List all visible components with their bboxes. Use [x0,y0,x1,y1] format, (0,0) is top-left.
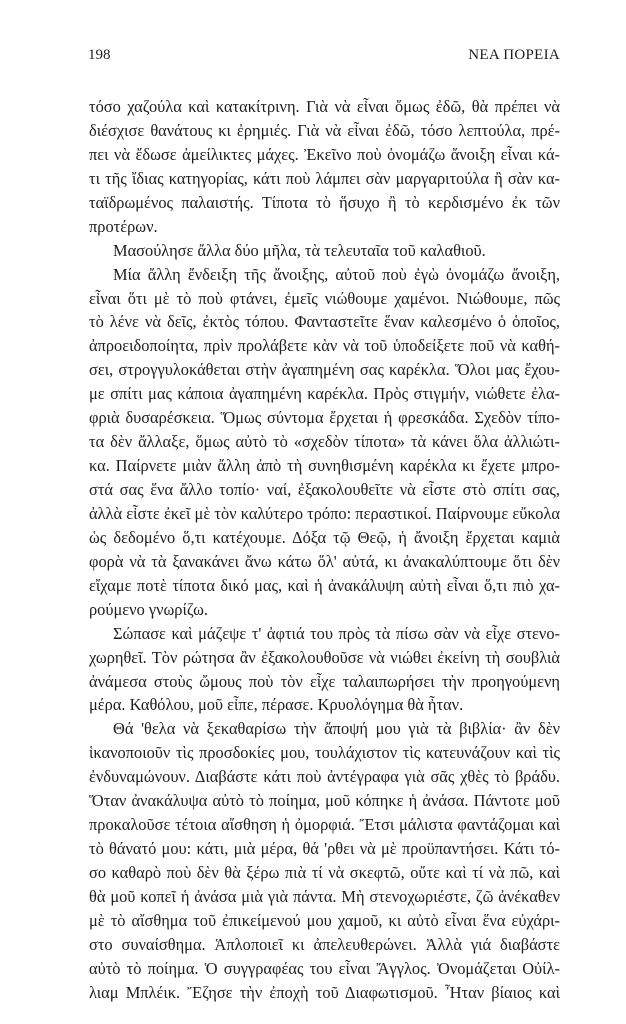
page-number: 198 [88,47,111,63]
text-line: τόσο χαζούλα καὶ κατακίτρινη. Γιὰ νὰ εἶναι ὅμως ἐδῶ, θὰ πρέπει νὰ [89,97,560,116]
text-line: διέσχισε θανάτους κι ἐρημιές. Γιὰ νὰ εἶναι ἐδῶ, τόσο λεπτούλα, πρέ- [89,120,560,140]
text-line: μέρα. Καθόλου, μοῦ εἶπε, πέρασε. Κρυολόγημα θὰ ἦταν. [89,695,464,715]
text-line: τὸ θάνατό μου: κάτι, μιὰ μέρα, θά 'ρθει νὰ μὲ προϋπαντήσει. Κάτι τό- [89,839,560,859]
paragraph [89,717,560,1004]
text-line: σο καθαρὸ ποὺ δὲν θὰ ξέρω πιὰ τί νὰ σκεφτῶ, οὔτε καὶ τί νὰ πῶ, καὶ [89,863,560,882]
text-line: στά σας ἕνα ἄλλο τοπίο· ναί, ἐξακολουθεῖτε νὰ εἶστε στὸ σπίτι σας, [89,480,560,499]
paragraph [89,622,560,718]
paragraph [89,263,560,622]
paragraph [89,239,560,263]
text-line: Μία ἄλλη ἔνδειξη τῆς ἄνοιξης, αὐτοῦ ποὺ ἐγὼ ὀνομάζω ἄνοιξη, [113,264,560,284]
text-line: κα. Παίρνετε μιὰν ἄλλη ἀπὸ τὴ συνηθισμένη καρέκλα κι ἔχετε μπρο- [89,456,560,476]
running-title: ΝΕΑ ΠΟΡΕΙΑ [468,47,560,63]
text-line: ρούμενο γνωρίζω. [89,599,208,619]
text-line: ἱκανοποιοῦν τὶς προσδοκίες μου, τουλάχιστον τὶς κατευνάζουν καὶ τὶς [89,743,560,763]
text-line: προτέρων. [89,216,158,236]
text-line: Μασούλησε ἄλλα δύο μῆλα, τὰ τελευταῖα τοῦ καλαθιοῦ. [113,240,486,260]
text-line: φορὰ νὰ τὰ ξανακάνει ἄνω κάτω ὅλ' αὐτά, κι ἀνακαλύπτουμε ὅτι δὲν [89,551,560,571]
text-line: ἐνδυναμώνουν. Διαβάστε κάτι ποὺ ἀντέγραφα γιὰ σᾶς χθὲς τὸ βράδυ. [89,767,560,787]
text-line: μὲ τὸ αἴσθημα τοῦ ἐπικείμενού μου χαμοῦ, κι αὐτὸ εἶναι ἕνα εὐχάρι- [89,910,560,930]
text-line: προκαλοῦσε τέτοια αἴσθηση ἡ ὀμορφιά. Ἔτσι μάλιστα φαντάζομαι καὶ [89,815,560,835]
text-line: Ὅταν ἀνακάλυψα αὐτὸ τὸ ποίημα, μοῦ κόπηκε ἡ ἀνάσα. Πάντοτε μοῦ [89,791,560,811]
text-line: τὸ λένε νὰ δεῖς, ἐκτὸς τόπου. Φανταστεῖτε ἕναν καλεσμένο ὁ ὁποῖος, [89,312,560,332]
body-text [89,95,560,1005]
text-line: Θά 'θελα νὰ ξεκαθαρίσω τὴν ἄποψή μου γιὰ τὰ βιβλία· ἂν δὲν [113,719,560,739]
text-line: ἀνάμεσα στοὺς ὤμους ποὺ τὸν εἶχε ταλαιπωρήσει τὴν προηγούμενη [89,671,560,691]
text-line: Σώπασε καὶ μάζεψε τ' ἀφτιά του πρὸς τὰ πίσω σὰν νὰ εἶχε στενο- [113,623,560,643]
text-line: τα δὲν ἄλλαξε, ὅμως αὐτὸ τὸ «σχεδὸν τίποτα» τὰ κάνει ὅλα ἀλλιώτι- [89,432,560,452]
text-line: ἀλλὰ εἶστε ἐκεῖ μὲ τὸν καλύτερο τρόπο: περαστικοί. Παίρνουμε εὔκολα [89,503,560,523]
text-line: εἴχαμε ποτὲ τίποτα δικό μας, καὶ ἡ ἀνακάλυψη αὐτὴ εἶναι ὅ,τι πιὸ χα- [89,575,560,595]
page-header [88,44,560,66]
text-line: αὐτὸ τὸ ποίημα. Ὁ συγγραφέας του εἶναι Ἄγγλος. Ὀνομάζεται Οὐίλ- [89,958,560,978]
text-line: με σπίτι μας κάποια ἀγαπημένη καρέκλα. Πρὸς στιγμήν, νιώθετε ἐλα- [89,384,560,404]
text-line: στο συναίσθημα. Ἁπλοποιεῖ κι ἀπελευθερώνει. Ἀλλὰ γιά διαβάστε [89,934,560,954]
text-line: σει, στρογγυλοκάθεται στὴν ἀγαπημένη σας καρέκλα. Ὅλοι μας ἔχου- [89,360,560,380]
text-line: ὡς δεδομένο ὅ,τι κατέχουμε. Δόξα τῷ Θεῷ, ἡ ἄνοιξη ἔρχεται καμιὰ [89,527,560,547]
paragraph [89,95,560,239]
text-line: ταϊδρωμένος παλαιστής. Τίποτα τὸ ἥσυχο ἢ τὸ κερδισμένο ἐκ τῶν [89,192,560,212]
text-line: πει νὰ ἔδωσε ἀμείλικτες μάχες. Ἐκεῖνο ποὺ ὀνομάζω ἄνοιξη εἶναι κά- [89,144,560,164]
text-line: θὰ μοῦ κοπεῖ ἡ ἀνάσα μιὰ γιὰ πάντα. Μὴ στενοχωριέστε, ζῶ ἀνέκαθεν [89,886,560,906]
text-line: χωρηθεῖ. Τὸν ρώτησα ἂν ἐξακολουθοῦσε νὰ νιώθει ἐκείνη τὴ σουβλιὰ [89,647,560,667]
text-line: ἀπροειδοποίητα, πρὶν προλάβετε κὰν νὰ τοῦ ὑποδείξετε ποῦ νὰ καθή- [89,336,560,356]
text-line: φριὰ δυσαρέσκεια. Ὅμως σύντομα ἔρχεται ἡ φρεσκάδα. Σχεδὸν τίπο- [89,408,560,428]
text-line: εἶναι ὅτι μὲ τὸ ποὺ φτάνει, ἐμεῖς νιώθουμε χαμένοι. Νιώθουμε, πῶς [89,288,560,308]
text-line: τι τῆς ἴδιας κατηγορίας, κάτι ποὺ λάμπει σὰν μαργαριτούλα ἢ σὰν κα- [89,168,560,188]
text-line: λιαμ Μπλέικ. Ἔζησε τὴν ἐποχὴ τοῦ Διαφωτισμοῦ. Ἦταν βίαιος καὶ [89,982,560,1002]
